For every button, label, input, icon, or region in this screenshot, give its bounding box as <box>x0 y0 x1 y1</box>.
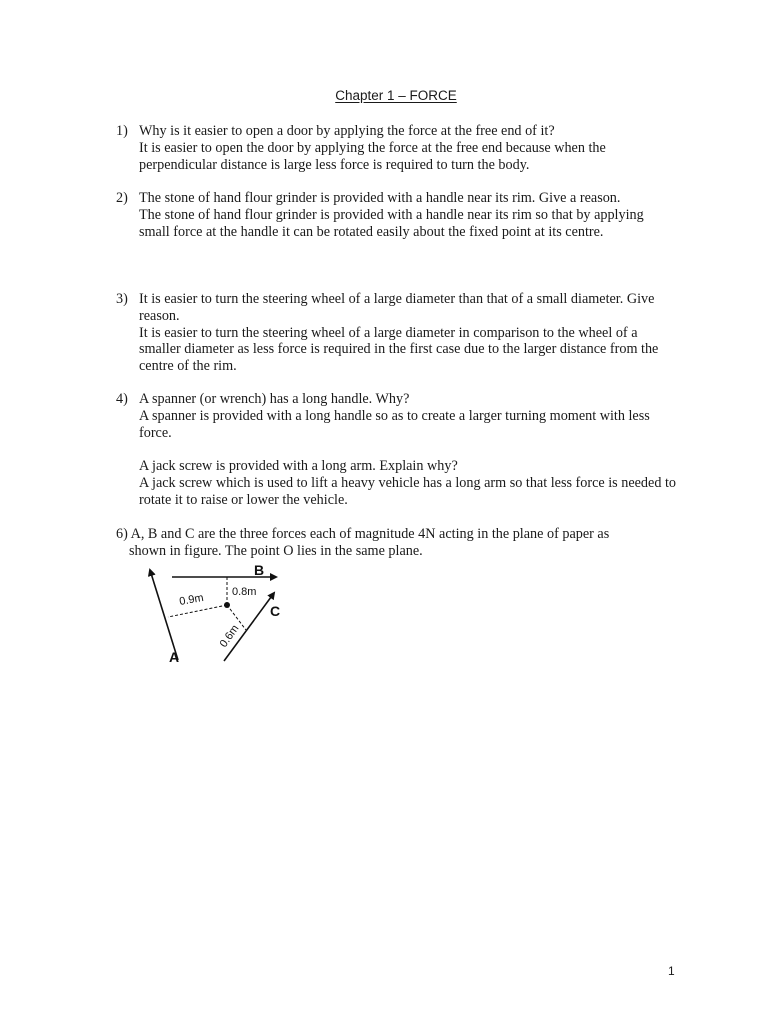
question-6-line-1: 6) A, B and C are the three forces each of magnitude 4N acting in the plane of paper as <box>116 526 610 542</box>
question-number: 4) <box>116 391 128 407</box>
question-1 <box>116 123 676 173</box>
answer-text: The stone of hand flour grinder is provided with a handle near its rim so that by applying small force at the handle it can be rotated easily about the fixed point at its centre. <box>139 206 644 240</box>
chapter-title: Chapter 1 – FORCE <box>335 88 457 103</box>
answer-text-jack-screw: A jack screw which is used to lift a heavy vehicle has a long arm so that less force is needed to rotate it to raise or lower the vehicle. <box>139 474 676 508</box>
question-2 <box>116 190 676 240</box>
label-c: C <box>270 603 281 619</box>
distance-c-label: 0.6m <box>217 622 242 650</box>
question-text: Why is it easier to open a door by applying the force at the free end of it? <box>139 123 555 139</box>
force-diagram <box>140 558 300 668</box>
question-text: The stone of hand flour grinder is provided with a handle near its rim. Give a reason. <box>139 190 621 206</box>
question-4 <box>116 391 676 509</box>
question-6 <box>116 526 676 560</box>
answer-text: It is easier to open the door by applying the force at the free end because when the perpendicular distance is large less force is required to turn the body. <box>139 139 606 173</box>
label-a: A <box>169 649 180 665</box>
page-number: 1 <box>668 964 675 978</box>
question-text: A spanner (or wrench) has a long handle. Why? <box>139 391 410 407</box>
point-o <box>224 602 230 608</box>
label-b: B <box>254 562 265 578</box>
question-text: It is easier to turn the steering wheel of a large diameter than that of a small diameter. Give reason. <box>139 291 655 324</box>
distance-a-label: 0.9m <box>178 591 205 608</box>
question-number: 1) <box>116 123 128 139</box>
force-a-arrow <box>150 570 178 660</box>
answer-text: It is easier to turn the steering wheel of a large diameter in comparison to the wheel of a smaller diameter as less force is required in the first case due to the larger distance from the centre of the rim. <box>139 324 659 375</box>
question-number: 3) <box>116 291 128 307</box>
answer-text: A spanner is provided with a long handle so as to create a larger turning moment with less force. <box>139 407 650 441</box>
question-text-jack-screw: A jack screw is provided with a long arm. Explain why? <box>139 458 458 475</box>
distance-b-label: 0.8m <box>232 586 257 598</box>
distance-a-line <box>168 605 227 617</box>
question-6-line-2: shown in figure. The point O lies in the same plane. <box>129 542 423 559</box>
question-3 <box>116 291 676 375</box>
question-number: 2) <box>116 190 128 206</box>
